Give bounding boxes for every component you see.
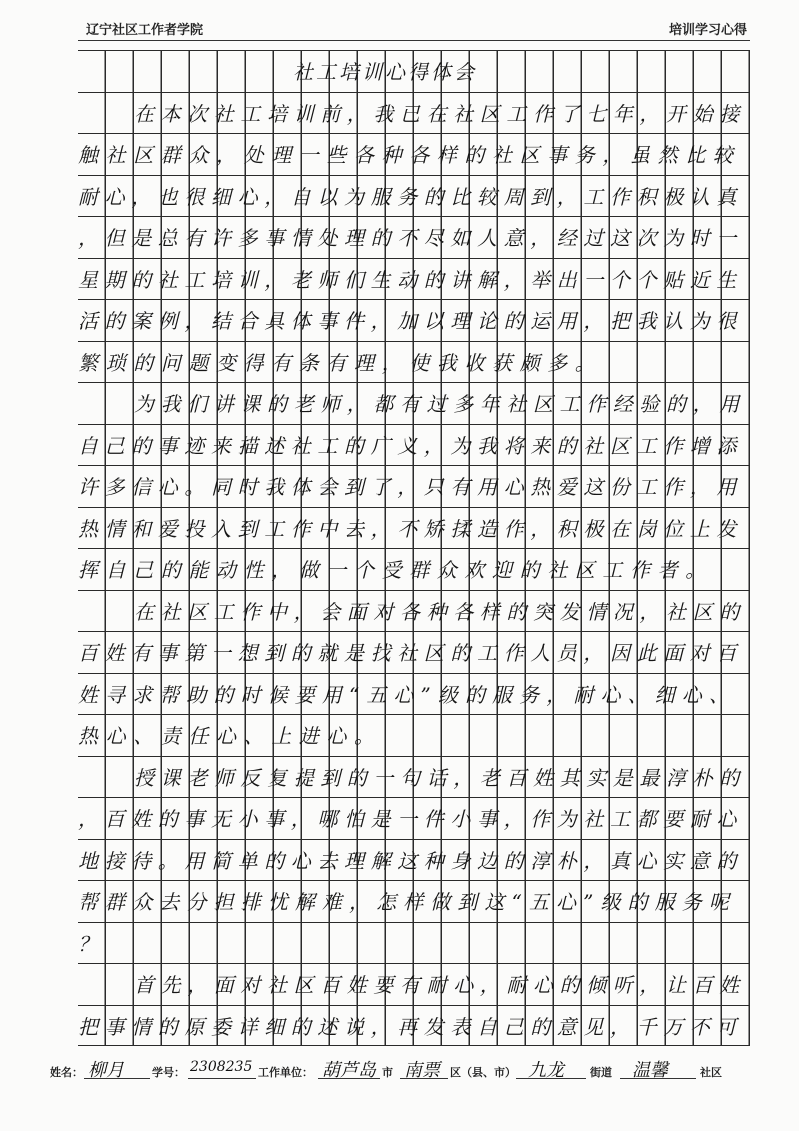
grid-row bbox=[78, 382, 750, 424]
text-line: 姓寻求帮助的时候要用“五心”级的服务，耐心、细心、 bbox=[78, 682, 736, 707]
footer-info bbox=[50, 1060, 750, 1082]
grid-row bbox=[78, 507, 750, 549]
manuscript-grid bbox=[78, 50, 750, 1047]
institution-header: 辽宁社区工作者学院 bbox=[86, 23, 204, 38]
grid-row bbox=[78, 673, 750, 715]
grid-row bbox=[78, 341, 750, 383]
grid-row bbox=[78, 714, 750, 756]
community-value: 温馨 bbox=[632, 1060, 668, 1081]
name-underline bbox=[84, 1078, 150, 1079]
grid-row bbox=[78, 631, 750, 673]
header-rule bbox=[78, 40, 750, 41]
grid-row bbox=[78, 1005, 750, 1047]
text-line: 耐心，也很细心，自以为服务的比较周到，工作积极认真 bbox=[78, 184, 743, 209]
community-underline bbox=[620, 1078, 696, 1079]
essay-title: 社工培训心得体会 bbox=[293, 60, 477, 84]
district-underline bbox=[400, 1078, 448, 1079]
text-line: 地接待。用简单的心去理解这种身边的淳朴，真心实意的 bbox=[78, 848, 743, 873]
community-label: 社区 bbox=[700, 1066, 722, 1079]
text-line: 自己的事迹来描述社工的广义，为我将来的社区工作增添 bbox=[78, 433, 743, 458]
text-line: 触社区群众，处理一些各种各样的社区事务，虽然比较 bbox=[78, 143, 741, 167]
text-line: ？ bbox=[78, 931, 106, 956]
name-value: 柳月 bbox=[88, 1060, 124, 1081]
text-line: ，百姓的事无小事，哪怕是一件小事，作为社工都要耐心 bbox=[78, 807, 743, 831]
title-row bbox=[78, 50, 750, 92]
street-value: 九龙 bbox=[528, 1060, 564, 1081]
text-line: 把事情的原委详细的述说，再发表自己的意见，千万不可 bbox=[78, 1014, 743, 1039]
grid-row bbox=[78, 548, 750, 590]
text-line: 为我们讲课的老师，都有过多年社区工作经验的，用 bbox=[134, 392, 746, 416]
text-line: 在本次社工培训前，我已在社区工作了七年，开始接 bbox=[134, 101, 746, 126]
grid-row bbox=[78, 797, 750, 839]
city-label: 市 bbox=[382, 1066, 393, 1079]
city-value: 葫芦岛 bbox=[322, 1060, 376, 1081]
text-line: 在社区工作中，会面对各种各样的突发情况，社区的 bbox=[134, 599, 746, 624]
doc-type-header: 培训学习心得 bbox=[668, 23, 747, 38]
text-line: ，但是总有许多事情处理的不尽如人意，经过这次为时一 bbox=[78, 226, 743, 250]
text-line: 星期的社工培训，老师们生动的讲解，举出一个个贴近生 bbox=[78, 267, 743, 292]
work-unit-label: 工作单位： bbox=[258, 1066, 313, 1079]
district-label: 区（县、市） bbox=[450, 1066, 516, 1079]
text-line: 繁琐的问题变得有条有理，使我收获颇多。 bbox=[78, 350, 603, 375]
city-underline bbox=[318, 1078, 380, 1079]
name-label: 姓名： bbox=[50, 1066, 83, 1079]
student-id-underline bbox=[188, 1078, 256, 1079]
grid-row bbox=[78, 299, 750, 341]
text-line: 活的案例，结合具体事件，加以理论的运用，把我认为很 bbox=[78, 309, 743, 333]
text-line: 授课老师反复提到的一句话，老百姓其实是最淳朴的 bbox=[134, 765, 746, 790]
text-line: 挥自己的能动性，做一个受群众欢迎的社区工作者。 bbox=[78, 558, 713, 582]
grid-row bbox=[78, 92, 750, 134]
grid-row bbox=[78, 424, 750, 466]
text-line: 百姓有事第一想到的就是找社区的工作人员，因此面对百 bbox=[78, 641, 743, 665]
text-line: 首先，面对社区百姓要有耐心，耐心的倾听，让百姓 bbox=[134, 973, 746, 997]
street-underline bbox=[516, 1078, 586, 1079]
grid-row bbox=[78, 133, 750, 175]
text-line: 帮群众去分担排忧解难，怎样做到这“五心”级的服务呢 bbox=[78, 890, 736, 914]
grid-row bbox=[78, 465, 750, 507]
grid-row bbox=[78, 922, 750, 964]
student-id-label: 学号： bbox=[152, 1066, 185, 1079]
grid-row bbox=[78, 175, 750, 217]
district-value: 南票 bbox=[404, 1060, 440, 1081]
grid-row bbox=[78, 880, 750, 922]
grid-row bbox=[78, 590, 750, 632]
text-line: 热心、责任心、上进心。 bbox=[78, 724, 382, 748]
student-id-value: 2308235 bbox=[190, 1059, 253, 1075]
grid-row bbox=[78, 258, 750, 300]
grid-row bbox=[78, 963, 750, 1005]
text-line: 许多信心。同时我体会到了，只有用心热爱这份工作，用 bbox=[78, 475, 743, 499]
text-line: 热情和爱投入到工作中去，不矫揉造作，积极在岗位上发 bbox=[78, 516, 743, 541]
grid-row bbox=[78, 839, 750, 881]
grid-row bbox=[78, 216, 750, 258]
street-label: 街道 bbox=[590, 1066, 612, 1079]
grid-row bbox=[78, 756, 750, 798]
